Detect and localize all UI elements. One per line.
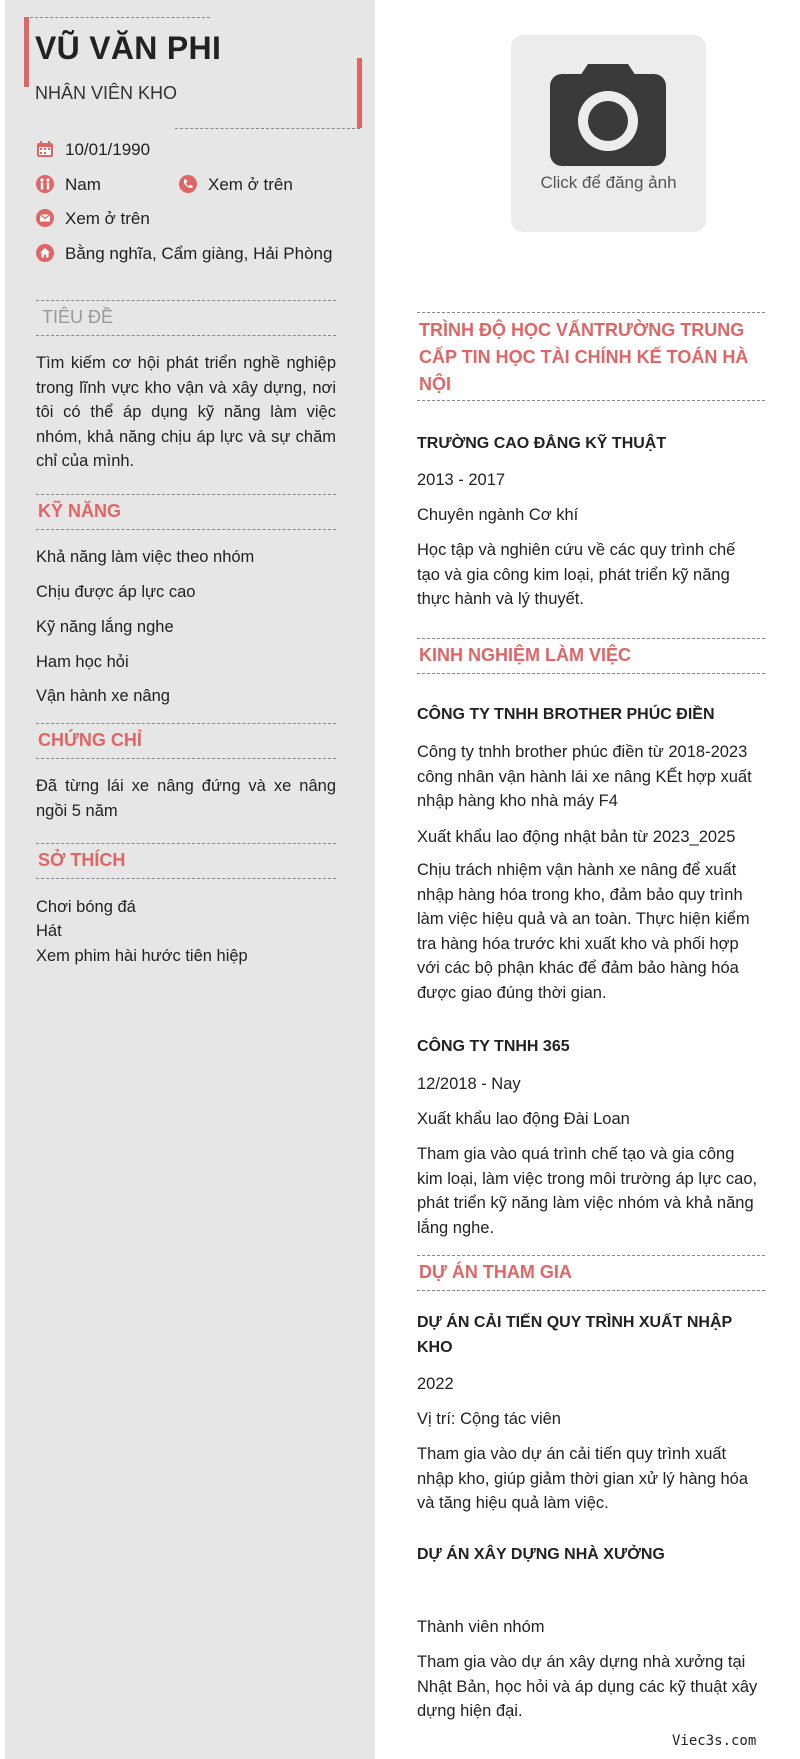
header-divider-top (30, 17, 210, 18)
skills-title[interactable]: KỸ NĂNG (38, 501, 122, 521)
project-role[interactable]: Vị trí: Cộng tác viên (417, 1410, 561, 1428)
skill-item[interactable]: Khả năng làm việc theo nhóm (36, 548, 255, 566)
gender[interactable]: Nam (65, 175, 101, 194)
objective-title[interactable]: TIÊU ĐỀ (42, 307, 114, 327)
skill-item[interactable]: Kỹ năng lắng nghe (36, 618, 174, 636)
address[interactable]: Bằng nghĩa, Cẩm giàng, Hải Phòng (65, 244, 333, 263)
projects-divider-bottom (417, 1290, 765, 1291)
job-title[interactable]: NHÂN VIÊN KHO (35, 83, 178, 103)
project-name[interactable]: DỰ ÁN XÂY DỰNG NHÀ XƯỞNG (417, 1546, 665, 1563)
experience-divider-bottom (417, 673, 765, 674)
experience-desc[interactable]: Tham gia vào quá trình chế tạo và gia công kim loại, làm việc trong môi trường áp lực cao, phát triển kỹ năng làm việc nhóm và khả năng lắng nghe. (417, 1145, 758, 1237)
hobbies-divider-top (36, 843, 336, 844)
hobbies-title[interactable]: SỞ THÍCH (38, 850, 126, 870)
project-desc[interactable]: Tham gia vào dự án xây dựng nhà xưởng tại Nhật Bản, học hỏi và áp dụng các kỹ thuật xây dựng hiện đại. (417, 1653, 758, 1720)
education-desc[interactable]: Học tập và nghiên cứu về các quy trình chế tạo và gia công kim loại, phát triển kỹ năng thực hành và lý thuyết. (417, 541, 736, 608)
experience-period[interactable]: Công ty tnhh brother phúc điền từ 2018-2023 công nhân vận hành lái xe nâng KẾt hợp xuất nhập hàng kho nhà máy F4 (417, 743, 752, 810)
project-name[interactable]: DỰ ÁN CẢI TIẾN QUY TRÌNH XUẤT NHẬP KHO (417, 1314, 732, 1356)
camera-icon[interactable] (550, 64, 666, 166)
hobby-item[interactable]: Chơi bóng đá (36, 898, 136, 916)
phone-icon (179, 175, 197, 193)
skills-divider-bottom (36, 529, 336, 530)
experience-company[interactable]: CÔNG TY TNHH BROTHER PHÚC ĐIỀN (417, 706, 715, 723)
skill-item[interactable]: Chịu được áp lực cao (36, 583, 196, 601)
certificates-text[interactable]: Đã từng lái xe nâng đứng và xe nâng ngồi 5 năm (36, 777, 336, 820)
projects-divider-top (417, 1255, 765, 1256)
experience-company[interactable]: CÔNG TY TNHH 365 (417, 1038, 570, 1055)
experience-role[interactable]: Xuất khẩu lao động Đài Loan (417, 1110, 630, 1128)
hobbies-divider-bottom (36, 878, 336, 879)
header-divider-bottom (175, 128, 360, 129)
name-accent-bar (24, 17, 29, 87)
skills-divider-top (36, 494, 336, 495)
title-accent-bar (357, 58, 362, 128)
skill-item[interactable]: Vận hành xe nâng (36, 687, 170, 705)
objective-divider-bottom (36, 335, 336, 336)
experience-role[interactable]: Xuất khẩu lao động nhật bản từ 2023_2025 (417, 828, 736, 846)
objective-divider-top (36, 300, 336, 301)
home-icon (36, 244, 54, 262)
skill-item[interactable]: Ham học hỏi (36, 653, 129, 671)
experience-period[interactable]: 12/2018 - Nay (417, 1075, 521, 1093)
gender-icon (36, 175, 54, 193)
education-major[interactable]: Chuyên ngành Cơ khí (417, 506, 579, 524)
education-school[interactable]: TRƯỜNG CAO ĐẲNG KỸ THUẬT (417, 435, 667, 452)
objective-text[interactable]: Tìm kiếm cơ hội phát triển nghề nghiệp trong lĩnh vực kho vận và xây dựng, nơi tôi có thể áp dụng kỹ năng làm việc nhóm, khả năng chịu áp lực và sự chăm chỉ của mình. (36, 354, 336, 470)
projects-title[interactable]: DỰ ÁN THAM GIA (419, 1262, 572, 1282)
education-title[interactable]: TRÌNH ĐỘ HỌC VẤNTRƯỜNG TRUNG CẤP TIN HỌC TÀI CHÍNH KẾ TOÁN HÀ NỘI (419, 320, 749, 394)
photo-upload-label[interactable]: Click để đăng ảnh (540, 173, 677, 192)
certificates-divider-bottom (36, 758, 336, 759)
experience-desc[interactable]: Chịu trách nhiệm vận hành xe nâng để xuất nhập hàng hóa trong kho, đảm bảo quy trình làm việc hiệu quả và an toàn. Thực hiện kiểm tra hàng hóa trước khi xuất kho và phối hợp với các bộ phận khác để đảm bảo hàng hóa được giao đúng thời gian. (417, 861, 750, 1002)
email-icon (36, 209, 54, 227)
experience-divider-top (417, 638, 765, 639)
watermark: Viec3s.com (672, 1733, 757, 1749)
certificates-title[interactable]: CHỨNG CHỈ (38, 730, 142, 750)
education-divider-bottom (417, 400, 765, 401)
education-divider-top (417, 312, 765, 313)
certificates-divider-top (36, 723, 336, 724)
email[interactable]: Xem ở trên (65, 209, 150, 228)
hobby-item[interactable]: Xem phim hài hước tiên hiệp (36, 947, 248, 965)
project-desc[interactable]: Tham gia vào dự án cải tiến quy trình xuất nhập kho, giúp giảm thời gian xử lý hàng hóa và tăng hiệu quả làm việc. (417, 1445, 748, 1512)
candidate-name[interactable]: VŨ VĂN PHI (35, 30, 222, 66)
project-role[interactable]: Thành viên nhóm (417, 1618, 545, 1636)
birthday[interactable]: 10/01/1990 (65, 140, 151, 159)
education-period[interactable]: 2013 - 2017 (417, 471, 506, 489)
phone[interactable]: Xem ở trên (208, 175, 293, 194)
project-year[interactable]: 2022 (417, 1375, 454, 1393)
hobby-item[interactable]: Hát (36, 922, 62, 940)
calendar-icon (36, 140, 54, 158)
experience-title[interactable]: KINH NGHIỆM LÀM VIỆC (419, 645, 632, 665)
